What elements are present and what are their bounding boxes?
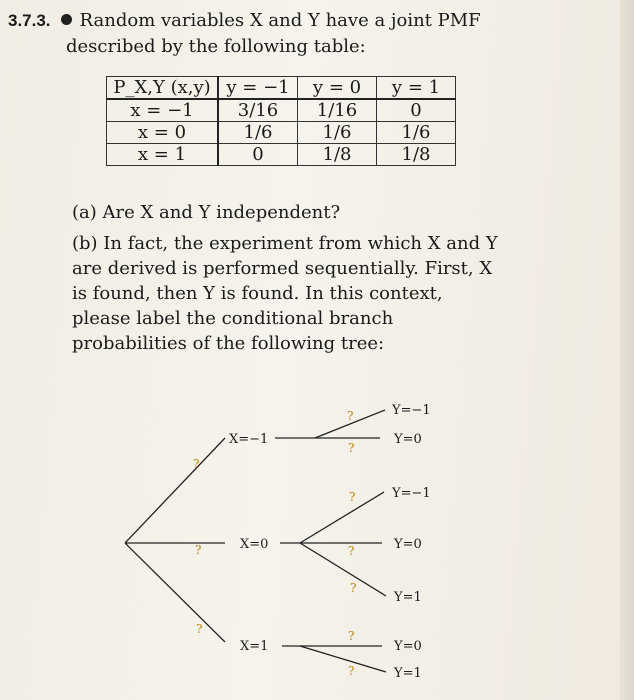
table-row [107,144,456,166]
unknown-probability: ? [195,543,202,557]
problem-line2: described by the following table: [66,36,366,57]
unknown-probability: ? [349,490,356,504]
branch-y-1-given-x-1 [300,646,386,672]
table-cell: 1/8 [377,144,456,166]
row-header: x = −1 [107,99,219,122]
unknown-probability: ? [348,441,355,455]
table-cell: 0 [218,144,298,166]
col-header: y = 1 [377,77,456,100]
unknown-probability: ? [348,544,355,558]
row-header: x = 1 [107,144,219,166]
table-row [107,99,456,122]
leaf-label: Y=0 [394,639,422,654]
col-header: y = 0 [298,77,377,100]
question-a: (a) Are X and Y independent? [72,202,341,223]
branch-x-1 [125,543,225,642]
branch-x-minus1 [125,438,225,543]
unknown-probability: ? [347,409,354,423]
problem-heading [8,8,481,34]
table-cell: 1/6 [218,122,298,144]
leaf-label: Y=1 [394,666,422,681]
problem-number: 3.7.3. [8,11,51,30]
unknown-probability: ? [348,629,355,643]
table-header-row [107,77,456,100]
branch-y-1-given-x-0 [300,543,386,596]
row-header: x = 0 [107,122,219,144]
node-label: X=1 [240,639,269,654]
unknown-probability: ? [350,581,357,595]
bullet-icon [61,14,72,25]
leaf-label: Y=1 [394,590,422,605]
probability-tree-diagram [0,380,520,700]
unknown-probability: ? [193,457,200,471]
table-corner: P_X,Y (x,y) [107,77,219,100]
question-b: (b) In fact, the experiment from which X and Y are derived is performed sequentially. First, X is found, then Y is found. In this context, please label the conditional branch probabilities of the following tree: [72,233,498,354]
node-label: X=0 [240,537,269,552]
leaf-label: Y=−1 [392,486,431,501]
leaf-label: Y=−1 [392,403,431,418]
unknown-probability: ? [196,622,203,636]
table-cell: 1/6 [377,122,456,144]
table-cell: 1/8 [298,144,377,166]
leaf-label: Y=0 [394,537,422,552]
table-cell: 1/6 [298,122,377,144]
page-edge [620,0,634,700]
table-cell: 0 [377,99,456,122]
problem-line1: Random variables X and Y have a joint PMF [79,10,481,31]
node-label: X=−1 [229,432,269,447]
table-cell: 3/16 [218,99,298,122]
branch-y-minus1-given-x-0 [300,492,384,543]
unknown-probability: ? [348,664,355,678]
joint-pmf-table [106,76,456,166]
col-header: y = −1 [218,77,298,100]
table-row [107,122,456,144]
table-cell: 1/16 [298,99,377,122]
leaf-label: Y=0 [394,432,422,447]
